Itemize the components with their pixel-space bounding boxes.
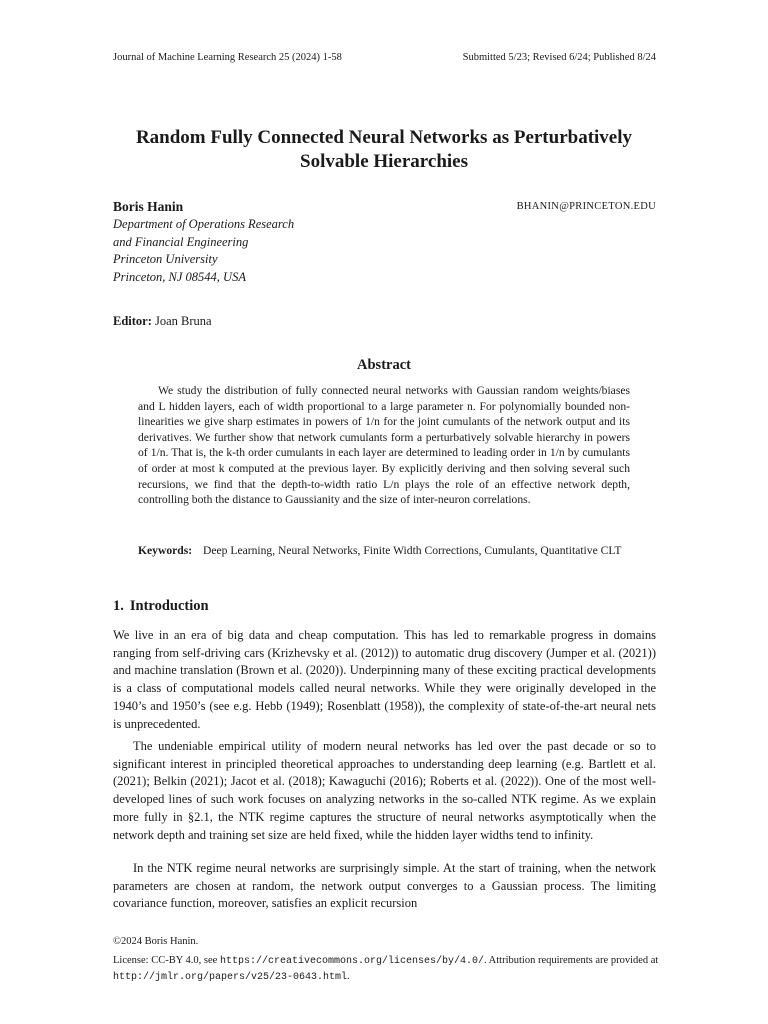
body-paragraph: We live in an era of big data and cheap computation. This has led to remarkable progress in domains ranging from self-driving cars (Krizhevsky et al. (2012)) to automatic drug discovery (Jumper et al. (2021)) and machine translation (Brown et al. (2020)). Underpinning many of these exciting practical developments is a class of computational models called neural networks. While they were originally developed in the 1940’s and 1950’s (see e.g. Hebb (1949); Rosenblatt (1958)), the complexity of state-of-the-art neural nets is unprecedented. — [113, 628, 656, 731]
affiliation-line: Princeton, NJ 08544, USA — [113, 269, 246, 284]
affiliation-line: Department of Operations Research — [113, 217, 295, 231]
section-number: 1. — [113, 598, 124, 614]
journal-header: Journal of Machine Learning Research 25 (2024) 1-58 — [113, 52, 342, 63]
footnote — [113, 934, 668, 985]
section-heading — [113, 598, 215, 615]
affiliation-line: and Financial Engineering — [113, 234, 249, 249]
submission-dates: Submitted 5/23; Revised 6/24; Published 8/24 — [462, 52, 656, 63]
license-notice — [113, 953, 668, 985]
copyright-notice: ©2024 Boris Hanin. — [113, 936, 199, 947]
license-mid: . Attribution requirements are provided at — [483, 955, 659, 966]
author-email[interactable]: BHANIN@PRINCETON.EDU — [516, 201, 656, 212]
license-prefix: License: CC-BY 4.0, see — [113, 955, 220, 966]
body-paragraph: The undeniable empirical utility of modern neural networks has led over the past decade or so to significant interest in principled theoretical approaches to understanding deep learning (e.g. Bartlett et al. (2021); Belkin (2021); Jacot et al. (2018); Kawaguchi (2016); Roberts et al. (2022)). One of the most well-developed lines of such work focuses on analyzing networks in the so-called NTK regime. As we explain more fully in §2.1, the NTK regime captures the structure of neural networks asymptotically when the network depth and training set size are held fixed, while the hidden layer widths tend to infinity. — [113, 739, 656, 842]
section-title: Introduction — [129, 598, 209, 614]
abstract-heading: Abstract — [357, 357, 411, 373]
affiliation-line: Princeton University — [113, 252, 218, 266]
keywords — [138, 543, 630, 559]
body-paragraph: In the NTK regime neural networks are surprisingly simple. At the start of training, when the network parameters are chosen at random, the network output converges to a Gaussian process. The limiting covariance function, moreover, satisfies an explicit recursion — [113, 861, 656, 911]
paper-link[interactable]: http://jmlr.org/papers/v25/23-0643.html — [113, 972, 348, 983]
license-link[interactable]: https://creativecommons.org/licenses/by/4.0/ — [219, 956, 484, 967]
title-line-2: Solvable Hierarchies — [300, 151, 468, 172]
keywords-list: Deep Learning, Neural Networks, Finite Width Corrections, Cumulants, Quantitative CLT — [203, 544, 622, 557]
editor-label: Editor: — [113, 314, 152, 328]
author-name: Boris Hanin — [113, 199, 184, 214]
keywords-label: Keywords: — [138, 544, 193, 557]
paper-title — [100, 126, 668, 174]
editor-name: Joan Bruna — [155, 314, 212, 328]
license-suffix: . — [347, 971, 350, 982]
title-line-1: Random Fully Connected Neural Networks as Perturbatively — [135, 127, 633, 148]
editor-line — [113, 314, 212, 329]
abstract-body: We study the distribution of fully connected neural networks with Gaussian random weights/biases and L hidden layers, each of width proportional to a large parameter n. For polynomially bounded non-linearities we give sharp estimates in powers of 1/n for the joint cumulants of the network output and its derivatives. We further show that network cumulants form a perturbatively solvable hierarchy in powers of 1/n. That is, the k-th order cumulants in each layer are determined to leading order in 1/n by cumulants of order at most k computed at the previous layer. By explicitly deriving and then solving several such recursions, we find that the depth-to-width ratio L/n plays the role of an effective network depth, controlling both the distance to Gaussianity and the size of inter-neuron correlations. — [138, 384, 630, 507]
author-affiliation — [113, 216, 294, 286]
